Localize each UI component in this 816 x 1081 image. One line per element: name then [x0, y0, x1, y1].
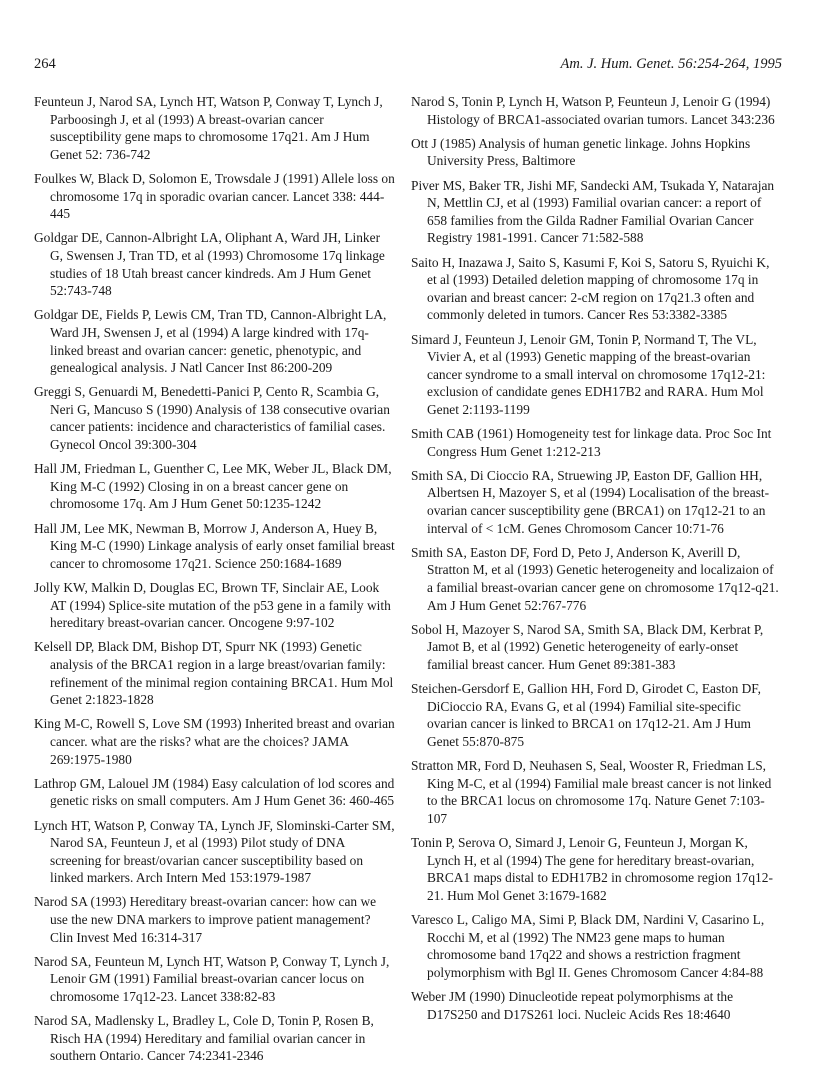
reference-entry: Piver MS, Baker TR, Jishi MF, Sandecki AM, Tsukada Y, Natarajan N, Mettlin CJ, et al (1993) Familial ovarian cancer: a report of 658 families from the Gilda Radner Familial Ovarian Cancer Registry 1981-1991. Cancer 71:582-588 [411, 177, 775, 246]
reference-entry: Saito H, Inazawa J, Saito S, Kasumi F, Koi S, Satoru S, Ryuichi K, et al (1993) Detailed deletion mapping of chromosome 17q in ovarian and breast cancer: 2-cM region on 17q21.3 often and commonly deleted in tumors. Cancer Res 53:3382-3385 [411, 254, 770, 323]
reference-entry: Smith SA, Easton DF, Ford D, Peto J, Anderson K, Averill D, Stratton M, et al (1993) Genetic heterogeneity and localizaion of a familial breast-ovarian cancer gene on chromosome 17q12-q21. Am J Hum Genet 52:767-776 [411, 544, 779, 613]
reference-entry: Lynch HT, Watson P, Conway TA, Lynch JF, Slominski-Carter SM, Narod SA, Feunteun J, et al (1993) Pilot study of DNA screening for breast/ovarian cancer susceptibility based on linked markers. Arch Intern Med 153:1979-1987 [34, 817, 395, 886]
page-header [34, 56, 782, 76]
reference-entry: Hall JM, Lee MK, Newman B, Morrow J, Anderson A, Huey B, King M-C (1990) Linkage analysis of early onset familial breast cancer to chromosome 17q21. Science 250:1684-1689 [34, 520, 395, 571]
reference-entry: Narod SA (1993) Hereditary breast-ovarian cancer: how can we use the new DNA markers to improve patient management? Clin Invest Med 16:314-317 [34, 894, 377, 945]
reference-entry: Varesco L, Caligo MA, Simi P, Black DM, Nardini V, Casarino L, Rocchi M, et al (1992) The NM23 gene maps to human chromosome band 17q22 and shows a restriction fragment polymorphism with Bgl II. Genes Chromosom Cancer 4:84-88 [411, 912, 765, 980]
reference-entry: Narod SA, Madlensky L, Bradley L, Cole D, Tonin P, Rosen B, Risch HA (1994) Hereditary and familial ovarian cancer in southern Ontario. Cancer 74:2341-2346 [34, 1013, 374, 1064]
reference-entry: King M-C, Rowell S, Love SM (1993) Inherited breast and ovarian cancer. what are the risks? what are the choices? JAMA 269:1975-1980 [34, 716, 395, 767]
reference-entry: Goldgar DE, Fields P, Lewis CM, Tran TD, Cannon-Albright LA, Ward JH, Swensen J, et al (1994) A large kindred with 17q-linked breast and ovarian cancer: genetic, phenotypic, and genealogical analysis. J Natl Cancer Inst 86:200-209 [34, 307, 387, 376]
reference-entry: Goldgar DE, Cannon-Albright LA, Oliphant A, Ward JH, Linker G, Swensen J, Tran TD, et al (1993) Chromosome 17q linkage studies of 18 Utah breast cancer kindreds. Am J Hum Genet 52:743-748 [34, 230, 385, 299]
reference-entry: Foulkes W, Black D, Solomon E, Trowsdale J (1991) Allele loss on chromosome 17q in sporadic ovarian cancer. Lancet 338: 444-445 [34, 170, 395, 222]
references-column-right [411, 93, 782, 1030]
reference-entry: Smith SA, Di Cioccio RA, Struewing JP, Easton DF, Gallion HH, Albertsen H, Mazoyer S, et al (1994) Localisation of the breast-ovarian cancer susceptibility gene (BRCA1) on 17q12-21 to an interval of < 1cM. Genes Chromosom Cancer 10:71-76 [411, 467, 770, 536]
reference-entry: Sobol H, Mazoyer S, Narod SA, Smith SA, Black DM, Kerbrat P, Jamot B, et al (1992) Genetic heterogeneity of early-onset familial breast cancer. Hum Genet 89:381-383 [411, 621, 764, 672]
reference-entry: Tonin P, Serova O, Simard J, Lenoir G, Feunteun J, Morgan K, Lynch H, et al (1994) The gene for hereditary breast-ovarian, BRCA1 maps distal to EDH17B2 in chromosome region 17q12-21. Hum Mol Genet 3:1679-1682 [411, 835, 773, 903]
reference-entry: Narod SA, Feunteun M, Lynch HT, Watson P, Conway T, Lynch J, Lenoir GM (1991) Familial breast-ovarian cancer locus on chromosome 17q12-23. Lancet 338:82-83 [34, 953, 390, 1005]
reference-entry: Steichen-Gersdorf E, Gallion HH, Ford D, Girodet C, Easton DF, DiCioccio RA, Evans G, et al (1994) Familial site-specific ovarian cancer is linked to BRCA1 on 17q12-21. Am J Hum Genet 55:870-875 [411, 681, 762, 749]
reference-entry: Smith CAB (1961) Homogeneity test for linkage data. Proc Soc Int Congress Hum Genet 1:212-213 [411, 426, 772, 459]
references-column-left [34, 93, 395, 1072]
reference-entry: Kelsell DP, Black DM, Bishop DT, Spurr NK (1993) Genetic analysis of the BRCA1 region in a large breast/ovarian family: refinement of the minimal region containing BRCA1. Hum Mol Genet 2:1823-1828 [34, 639, 394, 708]
reference-entry: Narod S, Tonin P, Lynch H, Watson P, Feunteun J, Lenoir G (1994) Histology of BRCA1-associated ovarian tumors. Lancet 343:236 [411, 94, 775, 127]
reference-entry: Jolly KW, Malkin D, Douglas EC, Brown TF, Sinclair AE, Look AT (1994) Splice-site mutation of the p53 gene in a family with hereditary breast-ovarian cancer. Oncogene 9:97-102 [34, 580, 391, 631]
reference-entry: Feunteun J, Narod SA, Lynch HT, Watson P, Conway T, Lynch J, Parboosingh J, et al (1993) A breast-ovarian cancer susceptibility gene maps to chromosome 17q21. Am J Hum Genet 52: 736-742 [34, 94, 383, 162]
reference-entry: Simard J, Feunteun J, Lenoir GM, Tonin P, Normand T, The VL, Vivier A, et al (1993) Genetic mapping of the breast-ovarian cancer syndrome to a small interval on chromosome 17q12-21: exclusion of candidate genes EDH17B2 and RARA. Hum Mol Genet 2:1193-1199 [411, 331, 766, 417]
journal-reference: Am. J. Hum. Genet. 56:254-264, 1995 [560, 56, 782, 72]
reference-entry: Ott J (1985) Analysis of human genetic linkage. Johns Hopkins University Press, Baltimore [411, 135, 751, 169]
reference-entry: Weber JM (1990) Dinucleotide repeat polymorphisms at the D17S250 and D17S261 loci. Nucleic Acids Res 18:4640 [411, 989, 734, 1022]
reference-entry: Greggi S, Genuardi M, Benedetti-Panici P, Cento R, Scambia G, Neri G, Mancuso S (1990) Analysis of 138 consecutive ovarian cancer patients: incidence and characteristics of familial cases. Gynecol Oncol 39:300-304 [34, 384, 390, 453]
reference-entry: Stratton MR, Ford D, Neuhasen S, Seal, Wooster R, Friedman LS, King M-C, et al (1994) Familial male breast cancer is not linked to the BRCA1 locus on chromosome 17q. Nature Genet 7:103-107 [411, 758, 772, 826]
page-number: 264 [34, 56, 56, 72]
reference-entry: Lathrop GM, Lalouel JM (1984) Easy calculation of lod scores and genetic risks on small computers. Am J Hum Genet 36: 460-465 [34, 775, 395, 809]
reference-entry: Hall JM, Friedman L, Guenther C, Lee MK, Weber JL, Black DM, King M-C (1992) Closing in on a breast cancer gene on chromosome 17q. Am J Hum Genet 50:1235-1242 [34, 461, 392, 512]
